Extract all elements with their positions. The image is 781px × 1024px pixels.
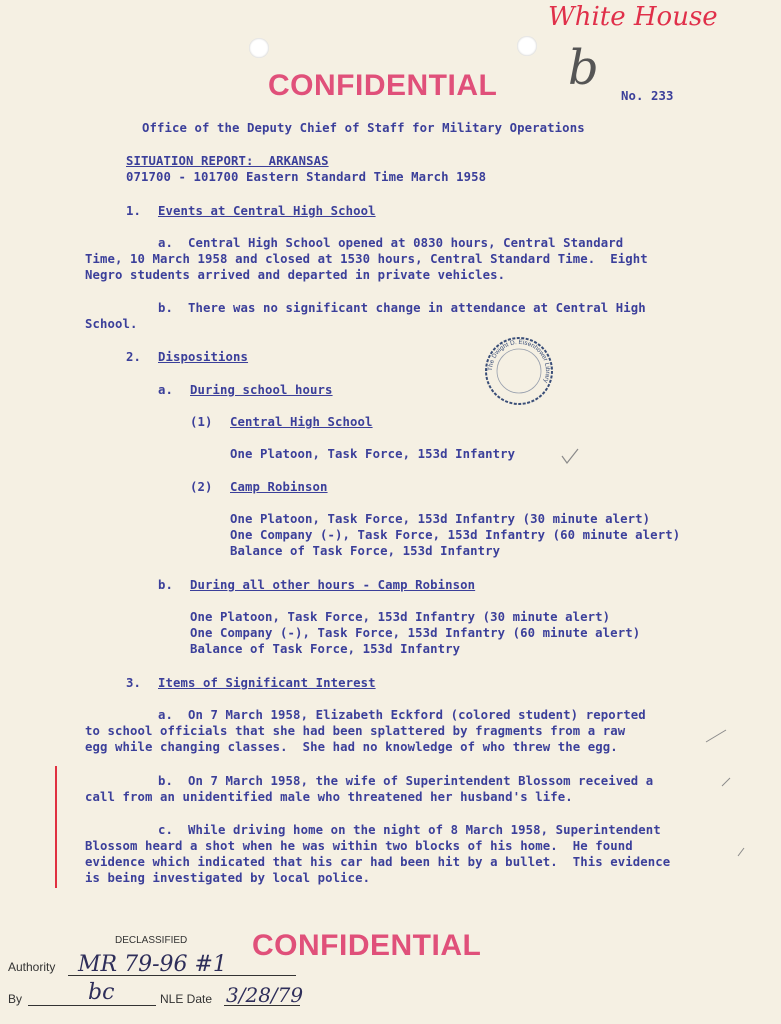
section-2a1-line: One Platoon, Task Force, 153d Infantry: [230, 447, 516, 461]
confidential-stamp-top: CONFIDENTIAL: [268, 69, 498, 102]
section-3c-line-3: evidence which indicated that his car had been hit by a bullet. This evidence: [85, 855, 671, 869]
section-1b-line-2: School.: [85, 317, 138, 331]
confidential-stamp-bottom: CONFIDENTIAL: [252, 929, 482, 962]
section-1b-line-1: b. There was no significant change in attendance at Central High: [158, 301, 646, 315]
section-2a-label: a.: [158, 383, 174, 397]
office-title: Office of the Deputy Chief of Staff for Military Operations: [142, 121, 585, 135]
section-2b-title: During all other hours - Camp Robinson: [190, 578, 476, 592]
nle-date-label: NLE Date: [160, 992, 213, 1006]
report-period: 071700 - 101700 Eastern Standard Time March 1958: [126, 170, 487, 184]
section-1-title: Events at Central High School: [158, 204, 376, 218]
section-3a-line-3: egg while changing classes. She had no knowledge of who threw the egg.: [85, 740, 618, 754]
section-2-number: 2.: [126, 350, 142, 364]
library-seal-stamp: [483, 335, 555, 407]
section-2a2-line-2: One Company (-), Task Force, 153d Infantry (60 minute alert): [230, 528, 681, 542]
section-2b-line-2: One Company (-), Task Force, 153d Infantry (60 minute alert): [190, 626, 641, 640]
section-2a2-line-1: One Platoon, Task Force, 153d Infantry (30 minute alert): [230, 512, 651, 526]
by-line: [28, 1005, 156, 1006]
handwritten-initial: b: [568, 40, 599, 96]
authority-value: MR 79-96 #1: [78, 952, 227, 977]
section-2a2-title: Camp Robinson: [230, 480, 328, 494]
section-1-number: 1.: [126, 204, 142, 218]
section-2a-title: During school hours: [190, 383, 333, 397]
section-3a-line-1: a. On 7 March 1958, Elizabeth Eckford (colored student) reported: [158, 708, 646, 722]
by-value: bc: [88, 980, 115, 1005]
section-2b-label: b.: [158, 578, 174, 592]
section-3c-line-4: is being investigated by local police.: [85, 871, 371, 885]
section-3-title: Items of Significant Interest: [158, 676, 376, 690]
section-3a-line-2: to school officials that she had been splattered by fragments from a raw: [85, 724, 626, 738]
by-label: By: [8, 992, 23, 1006]
section-2a1-label: (1): [190, 415, 213, 429]
section-3-number: 3.: [126, 676, 142, 690]
section-3b-line-2: call from an unidentified male who threatened her husband's life.: [85, 790, 573, 804]
handwritten-note-white-house: White House: [548, 2, 718, 32]
section-1a-line-2: Time, 10 March 1958 and closed at 1530 hours, Central Standard Time. Eight: [85, 252, 648, 266]
section-1a-line-3: Negro students arrived and departed in private vehicles.: [85, 268, 506, 282]
section-2a1-title: Central High School: [230, 415, 373, 429]
authority-label: Authority: [8, 960, 56, 974]
margin-tick-marks: [700, 720, 750, 860]
section-2a2-line-3: Balance of Task Force, 153d Infantry: [230, 544, 501, 558]
section-3c-line-2: Blossom heard a shot when he was within two blocks of his home. He found: [85, 839, 633, 853]
section-1a-line-1: a. Central High School opened at 0830 hours, Central Standard: [158, 236, 624, 250]
declassified-label: DECLASSIFIED: [115, 935, 188, 946]
svg-text:The Dwight D. Eisenhower Libra: The Dwight D. Eisenhower Library: [486, 338, 552, 384]
section-2a2-label: (2): [190, 480, 213, 494]
section-2b-line-1: One Platoon, Task Force, 153d Infantry (30 minute alert): [190, 610, 611, 624]
document-number: No. 233: [621, 89, 674, 103]
section-3b-line-1: b. On 7 March 1958, the wife of Superintendent Blossom received a: [158, 774, 654, 788]
punch-hole-left: [249, 38, 269, 58]
margin-mark-line: [55, 766, 57, 888]
section-2b-line-3: Balance of Task Force, 153d Infantry: [190, 642, 461, 656]
punch-hole-right: [517, 36, 537, 56]
section-3c-line-1: c. While driving home on the night of 8 March 1958, Superintendent: [158, 823, 661, 837]
check-mark-icon: [560, 448, 580, 466]
report-title: SITUATION REPORT: ARKANSAS: [126, 154, 329, 168]
section-2-title: Dispositions: [158, 350, 249, 364]
nle-date-value: 3/28/79: [226, 983, 304, 1007]
